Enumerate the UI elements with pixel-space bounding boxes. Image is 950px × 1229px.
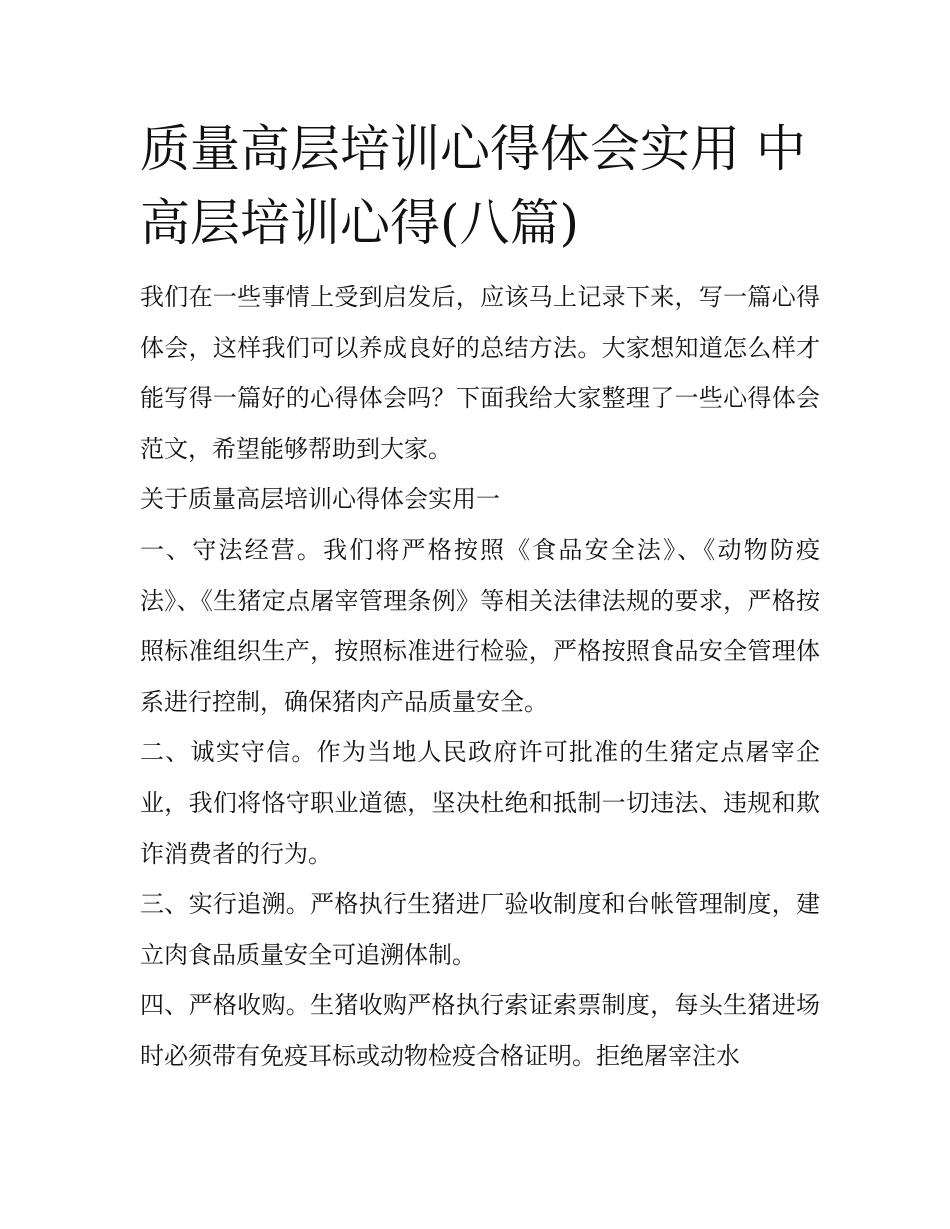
document-page bbox=[140, 112, 820, 1082]
document-title: 质量高层培训心得体会实用 中高层培训心得(八篇) bbox=[140, 120, 806, 252]
body-paragraph: 三、实行追溯。严格执行生猪进厂验收制度和台帐管理制度，建立肉食品质量安全可追溯体制。 bbox=[140, 890, 820, 969]
body-paragraph: 一、守法经营。我们将严格按照《食品安全法》、《动物防疫法》、《生猪定点屠宰管理条例》等相关法律法规的要求，严格按照标准组织生产，按照标准进行检验，严格按照食品安全管理体系进行控制，确保猪肉产品质量安全。 bbox=[140, 535, 820, 716]
intro-paragraph: 我们在一些事情上受到启发后，应该马上记录下来，写一篇心得体会，这样我们可以养成良好的总结方法。大家想知道怎么样才能写得一篇好的心得体会吗？下面我给大家整理了一些心得体会范文，希望能够帮助到大家。 bbox=[140, 283, 820, 463]
section-heading: 关于质量高层培训心得体会实用一 bbox=[140, 485, 500, 514]
body-paragraph: 四、严格收购。生猪收购严格执行索证索票制度，每头生猪进场时必须带有免疫耳标或动物检疫合格证明。拒绝屠宰注水 bbox=[140, 991, 820, 1070]
body-paragraph: 二、诚实守信。作为当地人民政府许可批准的生猪定点屠宰企业，我们将恪守职业道德，坚决杜绝和抵制一切违法、违规和欺诈消费者的行为。 bbox=[140, 738, 820, 868]
